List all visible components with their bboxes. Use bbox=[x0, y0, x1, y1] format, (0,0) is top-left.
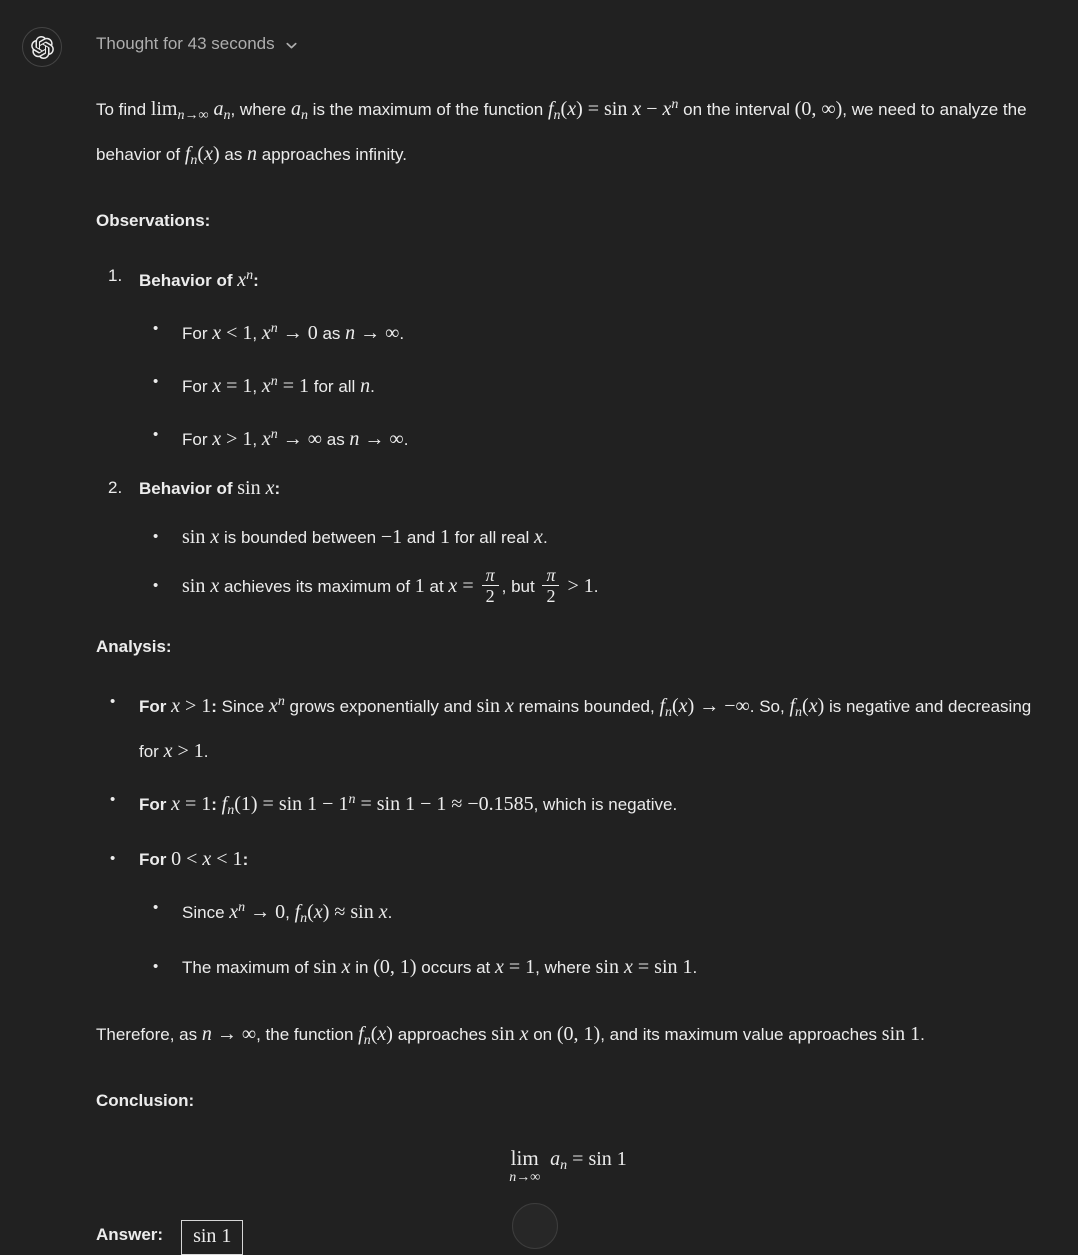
limit-base: lim bbox=[510, 1146, 539, 1171]
openai-logo-icon bbox=[31, 36, 54, 59]
fraction-denominator: 2 bbox=[482, 585, 499, 606]
text-run: . bbox=[403, 430, 409, 449]
text-run: occurs at bbox=[416, 958, 495, 978]
text-run: . bbox=[387, 903, 393, 923]
text-run: : bbox=[274, 479, 281, 498]
list-number: 2. bbox=[108, 478, 123, 497]
text-run: f bbox=[789, 695, 796, 718]
text-run: x bbox=[313, 901, 323, 924]
text-run: x bbox=[212, 375, 222, 397]
text-run: n bbox=[300, 911, 308, 927]
text-run: f bbox=[358, 1023, 364, 1046]
text-run: . bbox=[692, 958, 698, 978]
text-run: Therefore, as bbox=[96, 1025, 202, 1045]
bullet-marker: • bbox=[153, 320, 159, 337]
text-run: (0, 1) bbox=[373, 956, 417, 979]
bullet-marker: • bbox=[153, 528, 159, 545]
text-run: is bounded between bbox=[219, 528, 381, 547]
text-run: ) ≈ sin bbox=[322, 901, 379, 924]
text-run: as bbox=[219, 145, 248, 164]
text-run: x bbox=[212, 322, 222, 344]
text-run: x bbox=[268, 695, 278, 718]
text-run: The maximum of bbox=[182, 958, 314, 978]
text-run: sin bbox=[182, 526, 211, 548]
text-run: ( bbox=[672, 695, 679, 718]
section-heading bbox=[96, 210, 1040, 232]
fraction-numerator: π bbox=[485, 565, 495, 585]
bullet-marker: • bbox=[110, 693, 116, 711]
text-run: x bbox=[448, 575, 458, 598]
text-run: x bbox=[261, 428, 271, 450]
text-run: sin bbox=[313, 956, 342, 979]
text-run: Analysis: bbox=[96, 637, 172, 657]
text-run: : bbox=[253, 271, 259, 290]
text-run: sin 1 bbox=[881, 1023, 921, 1046]
text-run: f bbox=[184, 143, 191, 165]
text-run: → ∞ bbox=[359, 428, 404, 450]
text-run: n→∞ bbox=[177, 108, 209, 123]
text-run: = sin 1 bbox=[567, 1148, 627, 1171]
text-run: : bbox=[211, 697, 222, 717]
text-run: n bbox=[345, 322, 356, 344]
text-run: n bbox=[349, 428, 360, 450]
text-run: . bbox=[593, 577, 599, 597]
text-run: For bbox=[182, 377, 213, 396]
limit-operator bbox=[509, 1147, 540, 1186]
text-run: → ∞ bbox=[355, 322, 400, 344]
text-run: n bbox=[246, 268, 254, 283]
text-run: ( bbox=[197, 143, 205, 165]
text-run: x bbox=[678, 695, 688, 718]
text-run: ( bbox=[802, 695, 809, 718]
bullet-marker: • bbox=[153, 373, 159, 390]
scroll-to-bottom-button[interactable] bbox=[512, 1203, 558, 1249]
bullet-item bbox=[96, 310, 1040, 353]
text-run: − bbox=[641, 98, 663, 120]
text-run: x bbox=[623, 956, 633, 979]
text-run: < 1 bbox=[211, 848, 243, 871]
text-run: x bbox=[210, 526, 220, 548]
text-run: ) bbox=[212, 143, 220, 165]
text-run: ( bbox=[370, 1023, 378, 1046]
text-run: → ∞ bbox=[277, 428, 323, 450]
bullet-item bbox=[96, 840, 1040, 879]
text-run: a bbox=[550, 1148, 561, 1171]
text-run: n bbox=[270, 427, 278, 442]
text-run: n bbox=[227, 803, 235, 819]
text-run: sin bbox=[237, 477, 266, 499]
bullet-item bbox=[96, 567, 1040, 608]
text-run: ) bbox=[817, 695, 825, 718]
text-run: sin bbox=[182, 575, 211, 598]
text-run: n bbox=[223, 108, 231, 123]
text-run: lim bbox=[150, 98, 178, 120]
fraction-numerator: π bbox=[546, 565, 556, 585]
text-run: Behavior of bbox=[139, 271, 238, 290]
text-run: n bbox=[348, 792, 356, 808]
text-run: x bbox=[261, 375, 271, 397]
text-run: in bbox=[350, 958, 374, 978]
text-run: achieves its maximum of bbox=[219, 577, 415, 597]
text-run: Behavior of bbox=[139, 479, 238, 498]
bullet-marker: • bbox=[110, 791, 116, 809]
text-run: on bbox=[528, 1025, 557, 1045]
text-run: , where bbox=[535, 958, 596, 978]
text-run: x bbox=[505, 695, 514, 718]
text-run: n bbox=[201, 1023, 212, 1046]
text-run: , bbox=[285, 903, 295, 923]
fraction-denominator: 2 bbox=[542, 585, 559, 606]
bullet-item bbox=[96, 948, 1040, 987]
text-run: as bbox=[317, 324, 346, 343]
text-run: approaches bbox=[392, 1025, 492, 1045]
bullet-marker: • bbox=[153, 426, 159, 443]
bullet-item bbox=[96, 363, 1040, 406]
text-run: , bbox=[252, 324, 262, 343]
text-run: ) = sin bbox=[576, 98, 633, 120]
text-run: x bbox=[808, 695, 818, 718]
text-run: x bbox=[171, 695, 180, 718]
text-run: is negative and decreasing for bbox=[139, 697, 1032, 762]
text-run: f bbox=[221, 793, 228, 816]
text-run: n bbox=[277, 694, 285, 710]
text-run: n bbox=[363, 1033, 371, 1049]
text-run: sin 1 bbox=[193, 1225, 232, 1248]
text-run: . bbox=[399, 324, 405, 343]
text-run: For bbox=[139, 697, 172, 717]
text-run: : bbox=[242, 850, 249, 870]
text-run: n bbox=[270, 321, 278, 336]
text-run: , we need to analyze the behavior of bbox=[96, 100, 1027, 164]
text-run: sin bbox=[595, 956, 624, 979]
numbered-item bbox=[96, 257, 1040, 300]
paragraph bbox=[96, 1015, 1040, 1060]
text-run: for all real bbox=[449, 528, 535, 547]
text-run: x bbox=[261, 322, 271, 344]
text-run: 1 bbox=[414, 575, 425, 598]
text-run: x bbox=[229, 901, 239, 924]
text-run: = 1 bbox=[180, 793, 212, 816]
text-run: x bbox=[210, 575, 220, 598]
text-run: is the maximum of the function bbox=[307, 100, 548, 119]
text-run: n bbox=[795, 705, 803, 721]
text-run: ) → −∞ bbox=[687, 695, 750, 718]
text-run: (1) = sin 1 − 1 bbox=[234, 793, 349, 816]
bullet-item bbox=[96, 416, 1040, 459]
text-run: > 1 bbox=[562, 575, 594, 598]
bullet-marker: • bbox=[110, 850, 116, 868]
text-run: x bbox=[534, 526, 543, 548]
text-run: grows exponentially and bbox=[284, 697, 477, 717]
text-run: n bbox=[247, 143, 258, 165]
text-run: a bbox=[213, 98, 224, 120]
text-run: Conclusion: bbox=[96, 1091, 195, 1111]
text-run: as bbox=[322, 430, 350, 449]
paragraph bbox=[96, 86, 1040, 180]
answer-line bbox=[96, 1216, 1040, 1255]
text-run: x bbox=[202, 848, 212, 871]
chevron-down-icon bbox=[284, 38, 299, 53]
text-run: → 0 bbox=[245, 901, 286, 924]
text-run: = sin 1 − 1 ≈ −0.1585 bbox=[355, 793, 534, 816]
text-run: , bbox=[252, 430, 262, 449]
text-run: . bbox=[542, 528, 548, 547]
text-run: > 1 bbox=[180, 695, 212, 718]
text-run: n bbox=[671, 97, 679, 112]
text-run: For bbox=[139, 795, 172, 815]
text-run: and bbox=[402, 528, 440, 547]
text-run: . bbox=[920, 1025, 925, 1045]
text-run: f bbox=[659, 695, 665, 718]
numbered-item bbox=[96, 469, 1040, 508]
bullet-marker: • bbox=[153, 577, 159, 594]
text-run: Answer: bbox=[96, 1225, 164, 1245]
bullet-marker: • bbox=[153, 899, 159, 917]
text-run: (0, 1) bbox=[556, 1023, 601, 1046]
text-run: Since bbox=[221, 697, 269, 717]
ordered-list bbox=[96, 257, 1040, 608]
text-run: , the function bbox=[256, 1025, 359, 1045]
text-run: −1 bbox=[380, 526, 403, 548]
text-run: x bbox=[519, 1023, 529, 1046]
text-run: = 1 bbox=[221, 375, 253, 397]
text-run: = 1 bbox=[277, 375, 310, 397]
text-run: n bbox=[665, 705, 672, 721]
text-run: x bbox=[341, 956, 351, 979]
text-run: . So, bbox=[749, 697, 790, 717]
text-run: x bbox=[662, 98, 672, 120]
bullet-item bbox=[96, 889, 1040, 938]
text-run: f bbox=[294, 901, 301, 924]
fraction bbox=[482, 565, 499, 606]
text-run: x bbox=[377, 1023, 387, 1046]
text-run: ( bbox=[560, 98, 568, 120]
text-run: x bbox=[567, 98, 577, 120]
text-run: < 1 bbox=[221, 322, 253, 344]
text-run: : bbox=[211, 795, 222, 815]
text-run: n bbox=[270, 374, 278, 389]
text-run: x bbox=[163, 740, 173, 763]
fraction bbox=[542, 565, 559, 606]
text-run: ) bbox=[386, 1023, 393, 1046]
text-run: n bbox=[190, 153, 198, 168]
text-run: on the interval bbox=[678, 100, 795, 119]
text-run: n bbox=[553, 108, 561, 123]
text-run: n bbox=[360, 375, 371, 397]
text-run: x bbox=[265, 477, 275, 499]
text-run: For bbox=[139, 850, 172, 870]
text-run: = 1 bbox=[503, 956, 536, 979]
text-run: > 1 bbox=[172, 740, 204, 763]
thought-duration-toggle[interactable] bbox=[96, 32, 299, 56]
text-run: , but bbox=[501, 577, 540, 597]
text-run: for all bbox=[309, 377, 361, 396]
text-run: For bbox=[182, 324, 213, 343]
text-run: (0, ∞) bbox=[794, 98, 843, 120]
text-run: x bbox=[171, 793, 180, 816]
text-run: sin bbox=[476, 695, 505, 718]
list-number: 1. bbox=[108, 266, 123, 285]
assistant-avatar bbox=[22, 27, 62, 67]
text-run: . bbox=[370, 377, 375, 396]
text-run: a bbox=[290, 98, 301, 120]
text-run: → 0 bbox=[277, 322, 318, 344]
text-run: , bbox=[252, 377, 262, 396]
text-run: , which is negative. bbox=[533, 795, 678, 815]
section-heading bbox=[96, 1090, 1040, 1112]
bullet-list bbox=[96, 683, 1040, 987]
text-run: For bbox=[182, 430, 213, 449]
text-run: Since bbox=[182, 903, 230, 923]
text-run: x bbox=[212, 428, 222, 450]
bullet-item bbox=[96, 683, 1040, 771]
text-run: To find bbox=[96, 100, 151, 119]
text-run: n bbox=[238, 900, 246, 916]
text-run: = sin 1 bbox=[632, 956, 693, 979]
text-run: → ∞ bbox=[211, 1023, 257, 1046]
thought-duration-label: Thought for 43 seconds bbox=[96, 34, 275, 53]
text-run: x bbox=[632, 98, 642, 120]
text-run: x bbox=[204, 143, 213, 165]
text-run: f bbox=[547, 98, 554, 120]
bullet-item bbox=[96, 781, 1040, 830]
text-run: , and its maximum value approaches bbox=[600, 1025, 882, 1045]
text-run: x bbox=[494, 956, 504, 979]
text-run: Observations: bbox=[96, 211, 211, 230]
display-equation bbox=[96, 1140, 1040, 1186]
text-run: n bbox=[300, 108, 308, 123]
text-run: remains bounded, bbox=[513, 697, 660, 717]
text-run: x bbox=[378, 901, 388, 924]
text-run: n bbox=[560, 1158, 568, 1174]
text-run: 0 < bbox=[171, 848, 203, 871]
text-run: = bbox=[457, 575, 479, 598]
text-run: at bbox=[424, 577, 449, 597]
limit-subscript: n→∞ bbox=[509, 1170, 541, 1186]
text-run: > 1 bbox=[221, 428, 253, 450]
message-content bbox=[96, 86, 1040, 1255]
bullet-marker: • bbox=[153, 958, 159, 976]
boxed-answer bbox=[181, 1220, 243, 1255]
section-heading bbox=[96, 636, 1040, 658]
text-run: approaches infinity. bbox=[257, 145, 407, 164]
text-run: . bbox=[203, 742, 209, 762]
text-run: x bbox=[237, 269, 247, 291]
bullet-item bbox=[96, 518, 1040, 557]
text-run: , where bbox=[230, 100, 291, 119]
text-run: 1 bbox=[439, 526, 450, 548]
text-run: sin bbox=[491, 1023, 520, 1046]
text-run: ( bbox=[307, 901, 314, 924]
